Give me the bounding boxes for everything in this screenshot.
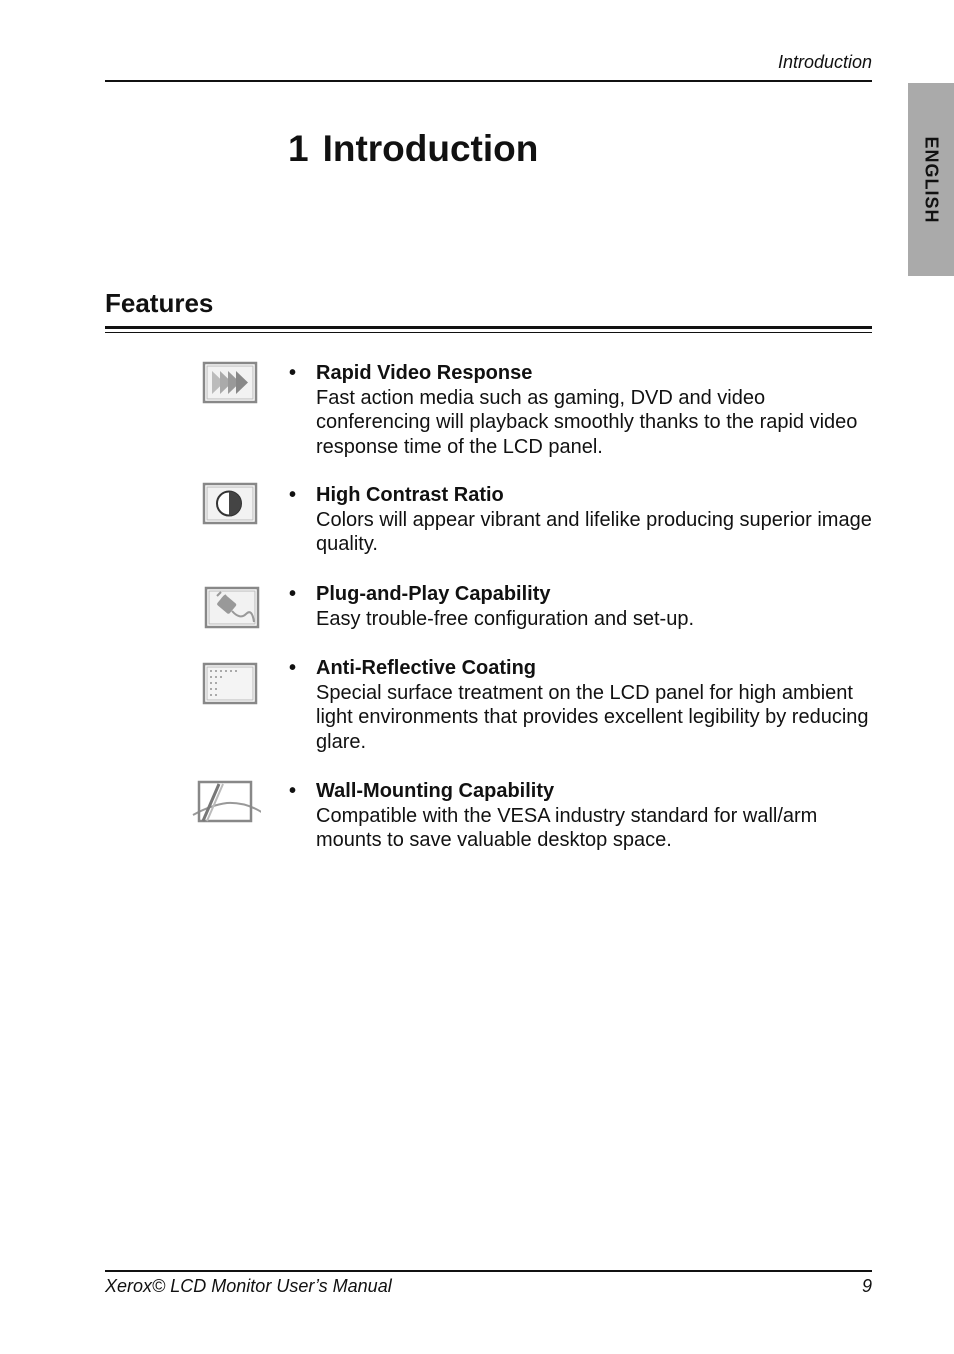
chapter-title-text: Introduction (322, 128, 539, 169)
bullet-glyph: • (289, 780, 297, 802)
feature-description: Special surface treatment on the LCD panel for high ambient light environments that provides excellent legibility by reducing glare. (316, 681, 869, 753)
feature-description: Easy trouble-free configuration and set-up. (316, 607, 694, 630)
fast-forward-icon (200, 361, 270, 409)
bullet-glyph: • (289, 362, 297, 384)
feature-title: High Contrast Ratio (316, 484, 504, 506)
feature-description: Colors will appear vibrant and lifelike producing superior image quality. (316, 508, 872, 555)
language-tab (908, 83, 954, 276)
wall-mount-icon (191, 779, 261, 827)
bullet-glyph: • (289, 583, 297, 605)
footer-manual-title: Xerox© LCD Monitor User’s Manual (105, 1276, 392, 1296)
header-rule (105, 80, 872, 82)
feature-description: Fast action media such as gaming, DVD and video conferencing will playback smoothly thanks to the rapid video response time of the LCD panel. (316, 386, 858, 458)
page-number: 9 (861, 1276, 872, 1296)
feature-text (316, 361, 876, 459)
chapter-number: 1 (288, 128, 309, 169)
feature-title: Plug-and-Play Capability (316, 583, 551, 605)
plug-icon (202, 586, 272, 634)
feature-text (316, 582, 876, 631)
chapter-title (288, 128, 538, 170)
section-rule (105, 326, 872, 333)
language-tab-label: ENGLISH (921, 135, 942, 224)
running-header: Introduction (777, 52, 872, 72)
footer-rule (105, 1270, 872, 1272)
feature-title: Wall-Mounting Capability (316, 780, 555, 802)
feature-description: Compatible with the VESA industry standard for wall/arm mounts to save valuable desktop space. (316, 804, 818, 851)
contrast-icon (200, 482, 270, 530)
section-heading: Features (105, 288, 214, 318)
anti-reflective-icon (200, 662, 270, 710)
feature-title: Rapid Video Response (316, 362, 533, 384)
feature-text (316, 656, 876, 754)
bullet-glyph: • (289, 657, 297, 679)
feature-text (316, 779, 876, 853)
feature-title: Anti-Reflective Coating (316, 657, 537, 679)
bullet-glyph: • (289, 484, 297, 506)
feature-text (316, 483, 876, 557)
